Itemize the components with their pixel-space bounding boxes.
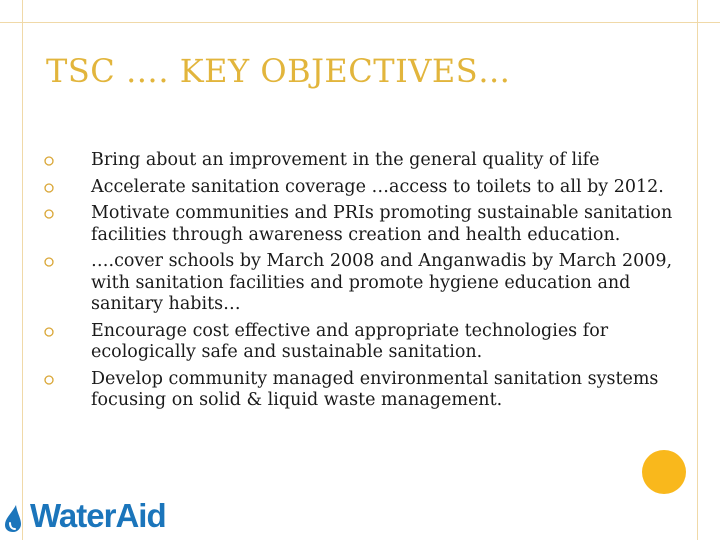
slide-frame-top xyxy=(0,22,720,23)
bullet-text: Develop community managed environmental sanitation systems focusing on solid & liquid waste management. xyxy=(91,368,659,410)
bullet-circle-icon xyxy=(44,183,54,193)
bullet-text: Encourage cost effective and appropriate technologies for ecologically safe and sustainable sanitation. xyxy=(91,320,609,362)
list-item xyxy=(44,321,684,364)
logo-text: WaterAid xyxy=(30,497,166,534)
list-item xyxy=(44,177,684,199)
water-drop-icon xyxy=(2,503,28,533)
bullet-circle-icon xyxy=(44,156,54,166)
bullet-text: Motivate communities and PRIs promoting sustainable sanitation facilities through awareness creation and health education. xyxy=(91,203,673,245)
bullet-circle-icon xyxy=(44,209,54,219)
wateraid-logo xyxy=(0,497,200,537)
accent-circle xyxy=(642,450,686,494)
list-item xyxy=(44,251,684,316)
bullet-circle-icon xyxy=(44,375,54,385)
slide-title: TSC …. KEY OBJECTIVES… xyxy=(46,52,511,90)
bullet-circle-icon xyxy=(44,327,54,337)
list-item xyxy=(44,203,684,246)
objectives-list xyxy=(44,150,684,417)
list-item xyxy=(44,369,684,412)
bullet-text: Accelerate sanitation coverage …access to toilets to all by 2012. xyxy=(91,176,664,197)
slide-frame-right xyxy=(697,0,720,540)
bullet-circle-icon xyxy=(44,257,54,267)
bullet-text: ….cover schools by March 2008 and Anganwadis by March 2009, with sanitation facilities and promote hygiene education and sanitary habits… xyxy=(91,251,673,314)
slide-frame-left xyxy=(0,0,23,540)
bullet-text: Bring about an improvement in the general quality of life xyxy=(91,150,600,170)
list-item xyxy=(44,150,684,172)
